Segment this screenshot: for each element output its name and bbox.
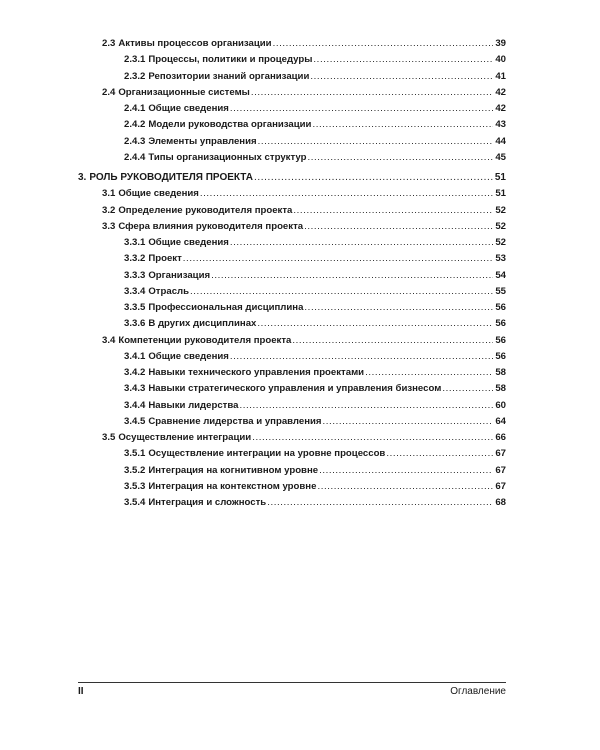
toc-entry-page: 41 xyxy=(495,70,506,82)
toc-entry-number: 3.3.2 xyxy=(124,253,146,265)
toc-dot-leader xyxy=(251,85,493,101)
toc-dot-leader xyxy=(442,381,493,397)
toc-entry[interactable] xyxy=(78,117,506,133)
toc-entry-title: Сфера влияния руководителя проекта xyxy=(118,220,304,232)
toc-dot-leader xyxy=(273,36,493,52)
toc-entry-page: 64 xyxy=(495,415,506,427)
toc-entry-number: 3.3.6 xyxy=(124,318,146,330)
toc-entry-page: 42 xyxy=(495,86,506,98)
toc-entry-title: Определение руководителя проекта xyxy=(118,204,293,216)
toc-entry-title: Общие сведения xyxy=(148,103,229,114)
toc-entry-title: Интеграция и сложность xyxy=(148,497,267,508)
footer-section-title: Оглавление xyxy=(450,686,506,697)
toc-entry-page: 43 xyxy=(495,119,506,131)
toc-entry[interactable] xyxy=(78,479,506,495)
toc-dot-leader xyxy=(304,219,493,235)
toc-dot-leader xyxy=(313,52,493,68)
toc-entry[interactable] xyxy=(78,52,506,68)
toc-entry[interactable] xyxy=(78,85,506,101)
toc-entry-title: Интеграция на когнитивном уровне xyxy=(148,464,319,476)
toc-entry[interactable] xyxy=(78,101,506,117)
toc-entry-number: 2.3 xyxy=(102,38,116,49)
toc-entry[interactable] xyxy=(78,219,506,235)
footer-divider xyxy=(78,682,506,683)
toc-entry-title: Навыки лидерства xyxy=(148,399,239,411)
toc-entry[interactable] xyxy=(78,316,506,332)
toc-entry-page: 53 xyxy=(495,253,506,265)
toc-entry[interactable] xyxy=(78,69,506,85)
toc-entry[interactable] xyxy=(78,36,506,52)
toc-entry-page: 58 xyxy=(495,367,506,378)
toc-entry-page: 67 xyxy=(495,464,506,476)
toc-entry-number: 2.4.4 xyxy=(124,151,146,163)
toc-entry-number: 2.4 xyxy=(102,86,116,98)
toc-entry[interactable] xyxy=(78,446,506,462)
toc-entry[interactable] xyxy=(78,398,506,414)
toc-entry-page: 68 xyxy=(495,497,506,508)
toc-entry-title: Осуществление интеграции на уровне процессов xyxy=(148,448,386,460)
toc-entry-number: 2.3.1 xyxy=(124,54,146,66)
toc-entry[interactable] xyxy=(78,430,506,446)
toc-dot-leader xyxy=(230,349,493,365)
toc-entry[interactable] xyxy=(78,300,506,316)
footer-page-number: II xyxy=(78,686,84,697)
toc-entry-title: Компетенции руководителя проекта xyxy=(118,334,292,346)
toc-entry-title: Репозитории знаний организации xyxy=(148,70,310,82)
toc-dot-leader xyxy=(211,268,493,284)
toc-entry-page: 45 xyxy=(495,151,506,163)
toc-entry-number: 3.3.4 xyxy=(124,285,146,297)
toc-entry-page: 52 xyxy=(495,237,506,248)
toc-entry-title: Активы процессов организации xyxy=(118,38,272,49)
toc-entry-page: 39 xyxy=(495,38,506,49)
toc-entry-page: 40 xyxy=(495,54,506,66)
toc-dot-leader xyxy=(304,300,493,316)
toc-entry-title: Проект xyxy=(148,253,182,265)
toc-entry-number: 3.3.1 xyxy=(124,237,146,248)
toc-entry[interactable] xyxy=(78,203,506,219)
toc-dot-leader xyxy=(257,316,493,332)
toc-entry-title: Навыки стратегического управления и управления бизнесом xyxy=(148,383,442,395)
toc-entry-page: 52 xyxy=(495,220,506,232)
toc-entry-page: 67 xyxy=(495,448,506,460)
toc-entry-number: 3.1 xyxy=(102,188,116,200)
toc-entry-title: РОЛЬ РУКОВОДИТЕЛЯ ПРОЕКТА xyxy=(89,172,253,183)
toc-entry[interactable] xyxy=(78,381,506,397)
toc-entry-number: 3.5 xyxy=(102,432,116,443)
toc-entry-number: 3.5.2 xyxy=(124,464,146,476)
toc-entry-number: 3.5.3 xyxy=(124,480,146,492)
toc-entry-page: 42 xyxy=(495,103,506,114)
toc-entry-number: 3.3.3 xyxy=(124,269,146,281)
toc-entry-number: 3.4.5 xyxy=(124,415,146,427)
toc-dot-leader xyxy=(307,150,493,166)
toc-entry-page: 56 xyxy=(495,318,506,330)
toc-dot-leader xyxy=(267,495,493,511)
toc-dot-leader xyxy=(254,170,493,186)
toc-entry[interactable] xyxy=(78,414,506,430)
toc-entry-title: Навыки технического управления проектами xyxy=(148,367,365,378)
toc-entry[interactable] xyxy=(78,235,506,251)
toc-entry[interactable] xyxy=(78,170,506,186)
toc-entry-title: Типы организационных структур xyxy=(148,151,307,163)
toc-entry-page: 51 xyxy=(494,172,506,183)
toc-entry-number: 3.4.1 xyxy=(124,350,146,362)
toc-dot-leader xyxy=(230,101,493,117)
toc-entry-number: 3.4.3 xyxy=(124,383,146,395)
toc-entry-number: 3.5.1 xyxy=(124,448,146,460)
toc-entry-title: Процессы, политики и процедуры xyxy=(148,54,313,66)
toc-entry-title: Модели руководства организации xyxy=(148,119,312,131)
toc-entry-title: Осуществление интеграции xyxy=(118,432,252,443)
toc-entry-page: 51 xyxy=(495,188,506,200)
toc-entry-page: 58 xyxy=(495,383,506,395)
toc-entry[interactable] xyxy=(78,495,506,511)
toc-entry-number: 2.3.2 xyxy=(124,70,146,82)
toc-dot-leader xyxy=(292,333,493,349)
toc-entry-title: Отрасль xyxy=(148,285,190,297)
toc-entry[interactable] xyxy=(78,186,506,202)
toc-entry-page: 66 xyxy=(495,432,506,443)
toc-dot-leader xyxy=(317,479,493,495)
toc-entry-page: 56 xyxy=(495,334,506,346)
toc-entry-page: 56 xyxy=(495,302,506,313)
toc-dot-leader xyxy=(183,251,493,267)
toc-dot-leader xyxy=(365,365,493,381)
toc-entry-number: 3.4.4 xyxy=(124,399,146,411)
toc-entry-title: Элементы управления xyxy=(148,135,257,147)
table-of-contents xyxy=(78,36,506,511)
toc-dot-leader xyxy=(200,186,493,202)
toc-dot-leader xyxy=(386,446,493,462)
toc-entry-title: Общие сведения xyxy=(148,350,229,362)
toc-entry-number: 3.5.4 xyxy=(124,497,146,508)
toc-entry-number: 3. xyxy=(78,172,87,183)
toc-entry-number: 3.2 xyxy=(102,204,116,216)
toc-dot-leader xyxy=(312,117,493,133)
toc-entry-page: 56 xyxy=(495,350,506,362)
toc-dot-leader xyxy=(319,463,493,479)
toc-dot-leader xyxy=(190,284,493,300)
toc-entry[interactable] xyxy=(78,150,506,166)
toc-entry-number: 3.4 xyxy=(102,334,116,346)
toc-entry-number: 3.4.2 xyxy=(124,367,146,378)
toc-entry-title: Сравнение лидерства и управления xyxy=(148,415,322,427)
toc-entry-number: 2.4.1 xyxy=(124,103,146,114)
toc-entry[interactable] xyxy=(78,333,506,349)
toc-entry-title: Организационные системы xyxy=(118,86,250,98)
toc-dot-leader xyxy=(230,235,493,251)
toc-entry-page: 54 xyxy=(495,269,506,281)
toc-entry-title: Интеграция на контекстном уровне xyxy=(148,480,317,492)
toc-dot-leader xyxy=(239,398,493,414)
toc-entry-title: Общие сведения xyxy=(118,188,199,200)
toc-entry-page: 60 xyxy=(495,399,506,411)
toc-dot-leader xyxy=(258,134,493,150)
toc-entry-number: 3.3.5 xyxy=(124,302,146,313)
toc-entry-page: 52 xyxy=(495,204,506,216)
toc-entry-title: Организация xyxy=(148,269,211,281)
toc-entry-title: Профессиональная дисциплина xyxy=(148,302,304,313)
toc-dot-leader xyxy=(252,430,493,446)
toc-entry-number: 2.4.2 xyxy=(124,119,146,131)
toc-entry[interactable] xyxy=(78,268,506,284)
toc-dot-leader xyxy=(323,414,493,430)
toc-entry-title: Общие сведения xyxy=(148,237,229,248)
toc-dot-leader xyxy=(293,203,493,219)
toc-entry-page: 55 xyxy=(495,285,506,297)
toc-entry-number: 3.3 xyxy=(102,220,116,232)
toc-entry-number: 2.4.3 xyxy=(124,135,146,147)
toc-entry[interactable] xyxy=(78,365,506,381)
toc-entry[interactable] xyxy=(78,349,506,365)
toc-entry[interactable] xyxy=(78,251,506,267)
toc-dot-leader xyxy=(310,69,493,85)
toc-entry[interactable] xyxy=(78,284,506,300)
toc-entry[interactable] xyxy=(78,463,506,479)
toc-entry-page: 67 xyxy=(495,480,506,492)
toc-entry-title: В других дисциплинах xyxy=(148,318,257,330)
toc-entry[interactable] xyxy=(78,134,506,150)
toc-entry-page: 44 xyxy=(495,135,506,147)
